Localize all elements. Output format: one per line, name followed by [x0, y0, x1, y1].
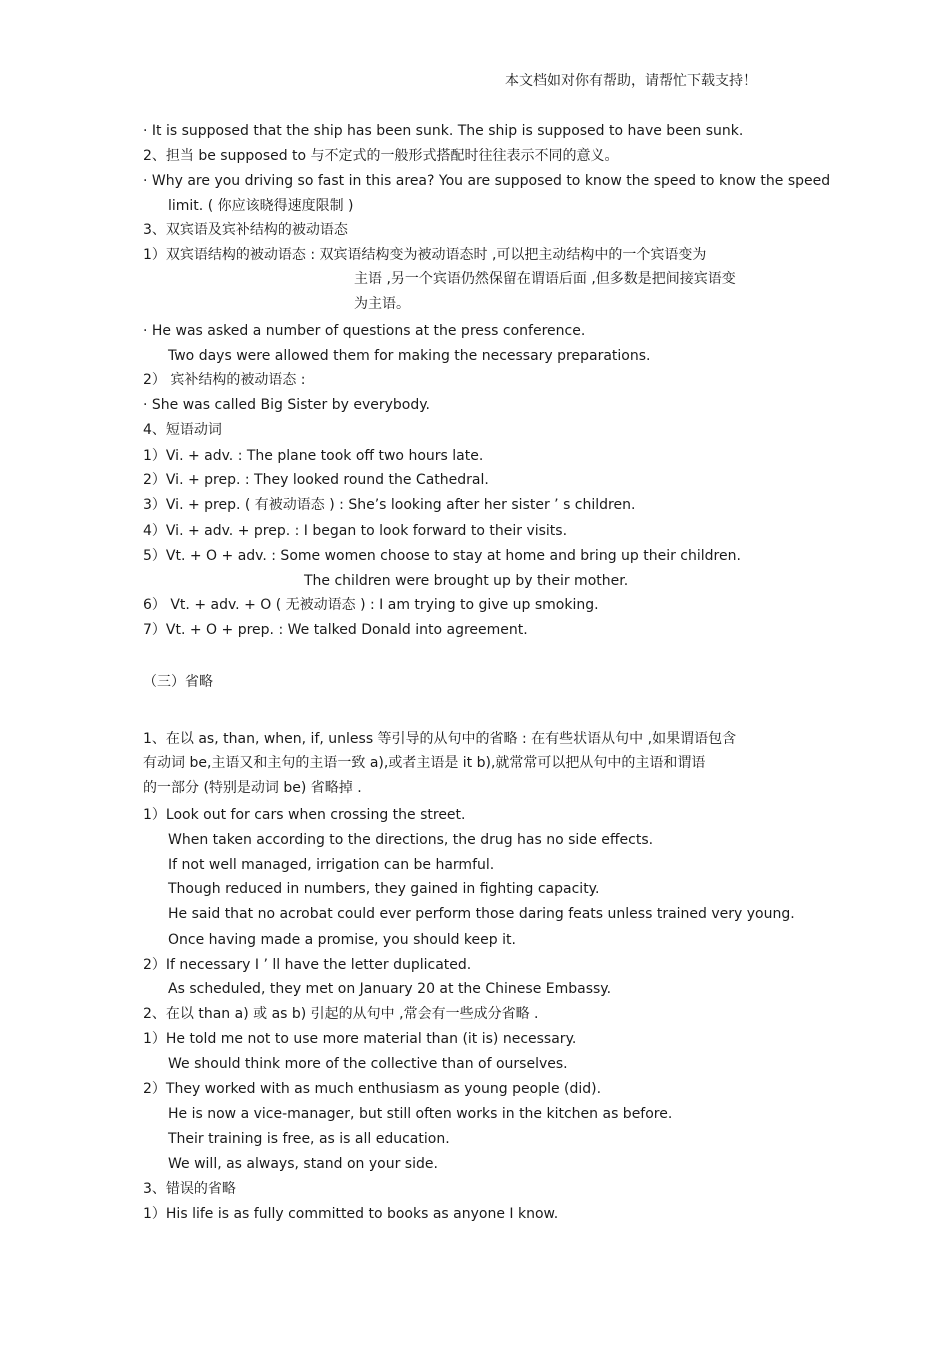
text-line: 1）双宾语结构的被动语态 : 双宾语结构变为被动语态时 ,可以把主动结构中的一个宾语变为 — [143, 247, 707, 263]
text-line: 有动词 be,主语又和主句的主语一致 a),或者主语是 it b),就常常可以把从句中的主语和谓语 — [143, 755, 706, 771]
text-line: 6） Vt. + adv. + O ( 无被动语态 ) : I am trying to give up smoking. — [143, 597, 599, 613]
text-line: We should think more of the collective than of ourselves. — [168, 1056, 568, 1072]
text-line: 2、担当 be supposed to 与不定式的一般形式搭配时往往表示不同的意义。 — [143, 148, 619, 164]
text-line: Their training is free, as is all education. — [168, 1131, 450, 1147]
text-line: 1）He told me not to use more material than (it is) necessary. — [143, 1031, 577, 1047]
text-line: 2）If necessary I ’ ll have the letter duplicated. — [143, 957, 472, 973]
section-heading: （三）省略 — [143, 674, 213, 690]
text-line: 1）Look out for cars when crossing the street. — [143, 807, 466, 823]
text-line: 3）Vi. + prep. ( 有被动语态 ) : She’s looking after her sister ’ s children. — [143, 497, 636, 513]
header-note: 本文档如对你有帮助，请帮忙下载支持！ — [505, 73, 757, 89]
text-line: 的一部分 (特别是动词 be) 省略掉 . — [143, 780, 362, 796]
text-line: 1）Vi. + adv. : The plane took off two hours late. — [143, 448, 484, 464]
text-line: 2） 宾补结构的被动语态 : — [143, 372, 306, 388]
text-line: He said that no acrobat could ever perform those daring feats unless trained very young. — [168, 906, 795, 922]
text-line: 4）Vi. + adv. + prep. : I began to look forward to their visits. — [143, 523, 568, 539]
text-line: 2、在以 than a) 或 as b) 引起的从句中 ,常会有一些成分省略 . — [143, 1006, 539, 1022]
text-line: · It is supposed that the ship has been sunk. The ship is supposed to have been sunk. — [143, 123, 744, 139]
text-line: He is now a vice-manager, but still often works in the kitchen as before. — [168, 1106, 673, 1122]
section-heading: 4、短语动词 — [143, 422, 222, 438]
text-line: · She was called Big Sister by everybody. — [143, 397, 430, 413]
text-line: Though reduced in numbers, they gained in fighting capacity. — [168, 881, 600, 897]
text-line: 为主语。 — [354, 296, 410, 312]
text-line: The children were brought up by their mother. — [304, 573, 629, 589]
text-line: We will, as always, stand on your side. — [168, 1156, 438, 1172]
text-line: 5）Vt. + O + adv. : Some women choose to stay at home and bring up their children. — [143, 548, 741, 564]
text-line: 2）Vi. + prep. : They looked round the Cathedral. — [143, 472, 489, 488]
section-heading: 3、双宾语及宾补结构的被动语态 — [143, 222, 348, 238]
section-heading: 3、错误的省略 — [143, 1181, 236, 1197]
text-line: 2）They worked with as much enthusiasm as young people (did). — [143, 1081, 602, 1097]
text-line: As scheduled, they met on January 20 at the Chinese Embassy. — [168, 981, 612, 997]
text-line: 7）Vt. + O + prep. : We talked Donald into agreement. — [143, 622, 528, 638]
text-line: limit. ( 你应该晓得速度限制 ) — [168, 198, 354, 214]
text-line: · Why are you driving so fast in this area? You are supposed to know the speed to know the speed — [143, 173, 831, 189]
text-line: · He was asked a number of questions at the press conference. — [143, 323, 586, 339]
text-line: If not well managed, irrigation can be harmful. — [168, 857, 495, 873]
text-line: Two days were allowed them for making the necessary preparations. — [168, 348, 651, 364]
text-line: Once having made a promise, you should keep it. — [168, 932, 516, 948]
text-line: 主语 ,另一个宾语仍然保留在谓语后面 ,但多数是把间接宾语变 — [354, 271, 736, 287]
text-line: When taken according to the directions, the drug has no side effects. — [168, 832, 654, 848]
text-line: 1）His life is as fully committed to books as anyone I know. — [143, 1206, 559, 1222]
text-line: 1、在以 as, than, when, if, unless 等引导的从句中的省略 : 在有些状语从句中 ,如果谓语包含 — [143, 731, 737, 747]
